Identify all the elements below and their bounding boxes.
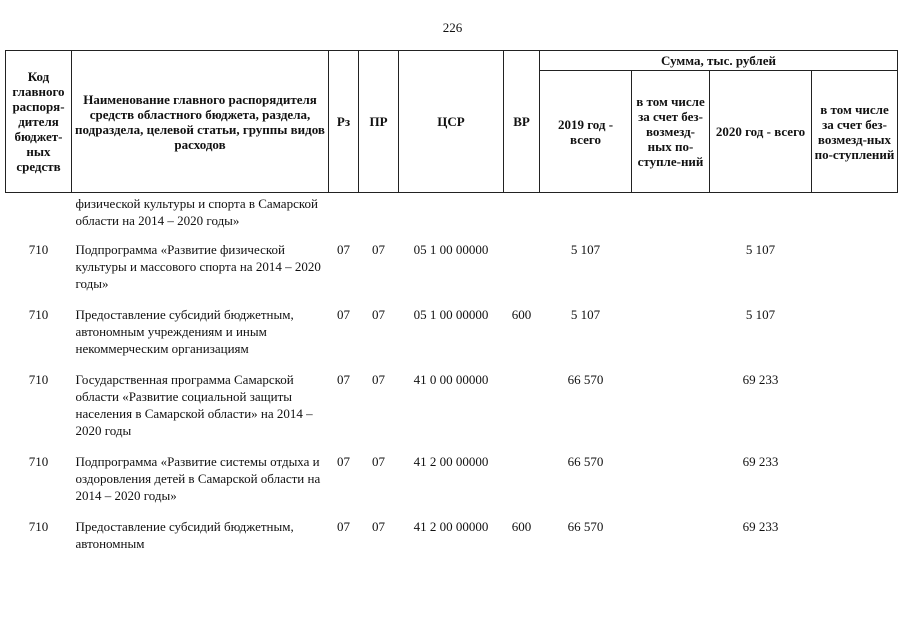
cell-rz: 07 (337, 372, 350, 387)
cell-2020-free (812, 518, 898, 566)
cell-code: 710 (28, 454, 49, 469)
table-row (6, 371, 898, 453)
cell-2020-total: 69 233 (742, 372, 779, 387)
cell-name: физической культуры и спорта в Самарской области на 2014 – 2020 годы» (75, 196, 318, 228)
header-sum: Сумма, тыс. рублей (540, 51, 898, 71)
table-row (6, 306, 898, 371)
cell-pr: 07 (372, 454, 385, 469)
table-row (6, 193, 898, 242)
header-2020-free: в том числе за счет без-возмезд-ных по-ступлений (812, 71, 898, 193)
cell-name: Государственная программа Самарской области «Развитие социальной защиты населения в Самарской области» на 2014 – 2020 годы (75, 372, 313, 438)
header-pr: ПР (359, 51, 399, 193)
header-2019-free: в том числе за счет без-возмезд-ных по-ступле-ний (632, 71, 710, 193)
cell-2020-free (812, 241, 898, 306)
cell-pr: 07 (372, 519, 385, 534)
cell-2020-free (812, 193, 898, 242)
cell-2019-total: 5 107 (570, 242, 601, 257)
table-row (6, 518, 898, 566)
header-name: Наименование главного распорядителя средств областного бюджета, раздела, подраздела, целевой статьи, группы видов расходов (72, 51, 329, 193)
cell-2020-free (812, 306, 898, 371)
cell-2019-total: 66 570 (567, 454, 604, 469)
budget-table (5, 50, 898, 566)
cell-name: Предоставление субсидий бюджетным, автономным (75, 519, 294, 551)
cell-2020-total: 69 233 (742, 454, 779, 469)
cell-2019-free (632, 193, 710, 242)
cell-vr (504, 193, 540, 242)
cell-2019-total: 5 107 (570, 307, 601, 322)
header-rz: Рз (329, 51, 359, 193)
cell-2020-total: 69 233 (742, 519, 779, 534)
cell-2020-total: 5 107 (745, 307, 776, 322)
cell-2019-total: 66 570 (567, 372, 604, 387)
header-vr: ВР (504, 51, 540, 193)
cell-code: 710 (28, 242, 49, 257)
cell-pr: 07 (372, 372, 385, 387)
table-row (6, 241, 898, 306)
header-csr: ЦСР (399, 51, 504, 193)
cell-2020-total: 5 107 (745, 242, 776, 257)
cell-2020-total (710, 193, 812, 242)
cell-2019-free (632, 241, 710, 306)
cell-csr: 41 2 00 00000 (413, 519, 489, 534)
cell-pr: 07 (372, 242, 385, 257)
table-row (6, 453, 898, 518)
cell-rz: 07 (337, 454, 350, 469)
cell-code: 710 (28, 307, 49, 322)
cell-2019-total: 66 570 (567, 519, 604, 534)
cell-csr: 41 2 00 00000 (413, 454, 489, 469)
cell-code (6, 193, 72, 242)
cell-vr (504, 371, 540, 453)
cell-2020-free (812, 453, 898, 518)
cell-2019-free (632, 371, 710, 453)
cell-code: 710 (28, 519, 49, 534)
cell-pr: 07 (372, 307, 385, 322)
cell-code: 710 (28, 372, 49, 387)
cell-rz (329, 193, 359, 242)
cell-csr (399, 193, 504, 242)
cell-csr: 05 1 00 00000 (413, 242, 489, 257)
cell-pr (359, 193, 399, 242)
page-number: 226 (442, 20, 463, 35)
cell-name: Предоставление субсидий бюджетным, автономным учреждениям и иным некоммерческим организациям (75, 307, 294, 356)
cell-csr: 05 1 00 00000 (413, 307, 489, 322)
cell-2019-free (632, 453, 710, 518)
cell-rz: 07 (337, 242, 350, 257)
cell-rz: 07 (337, 519, 350, 534)
cell-2020-free (812, 371, 898, 453)
cell-csr: 41 0 00 00000 (413, 372, 489, 387)
cell-rz: 07 (337, 307, 350, 322)
cell-name: Подпрограмма «Развитие системы отдыха и оздоровления детей в Самарской области на 2014 – 2020 годы» (75, 454, 321, 503)
cell-2019-free (632, 518, 710, 566)
cell-vr: 600 (511, 307, 532, 322)
cell-vr: 600 (511, 519, 532, 534)
cell-2019-total (540, 193, 632, 242)
cell-vr (504, 453, 540, 518)
cell-2019-free (632, 306, 710, 371)
header-2020-total: 2020 год - всего (710, 71, 812, 193)
cell-name: Подпрограмма «Развитие физической культуры и массового спорта на 2014 – 2020 годы» (75, 242, 321, 291)
header-code: Код главного распоря-дителя бюджет-ных средств (6, 51, 72, 193)
cell-vr (504, 241, 540, 306)
header-2019-total: 2019 год - всего (540, 71, 632, 193)
